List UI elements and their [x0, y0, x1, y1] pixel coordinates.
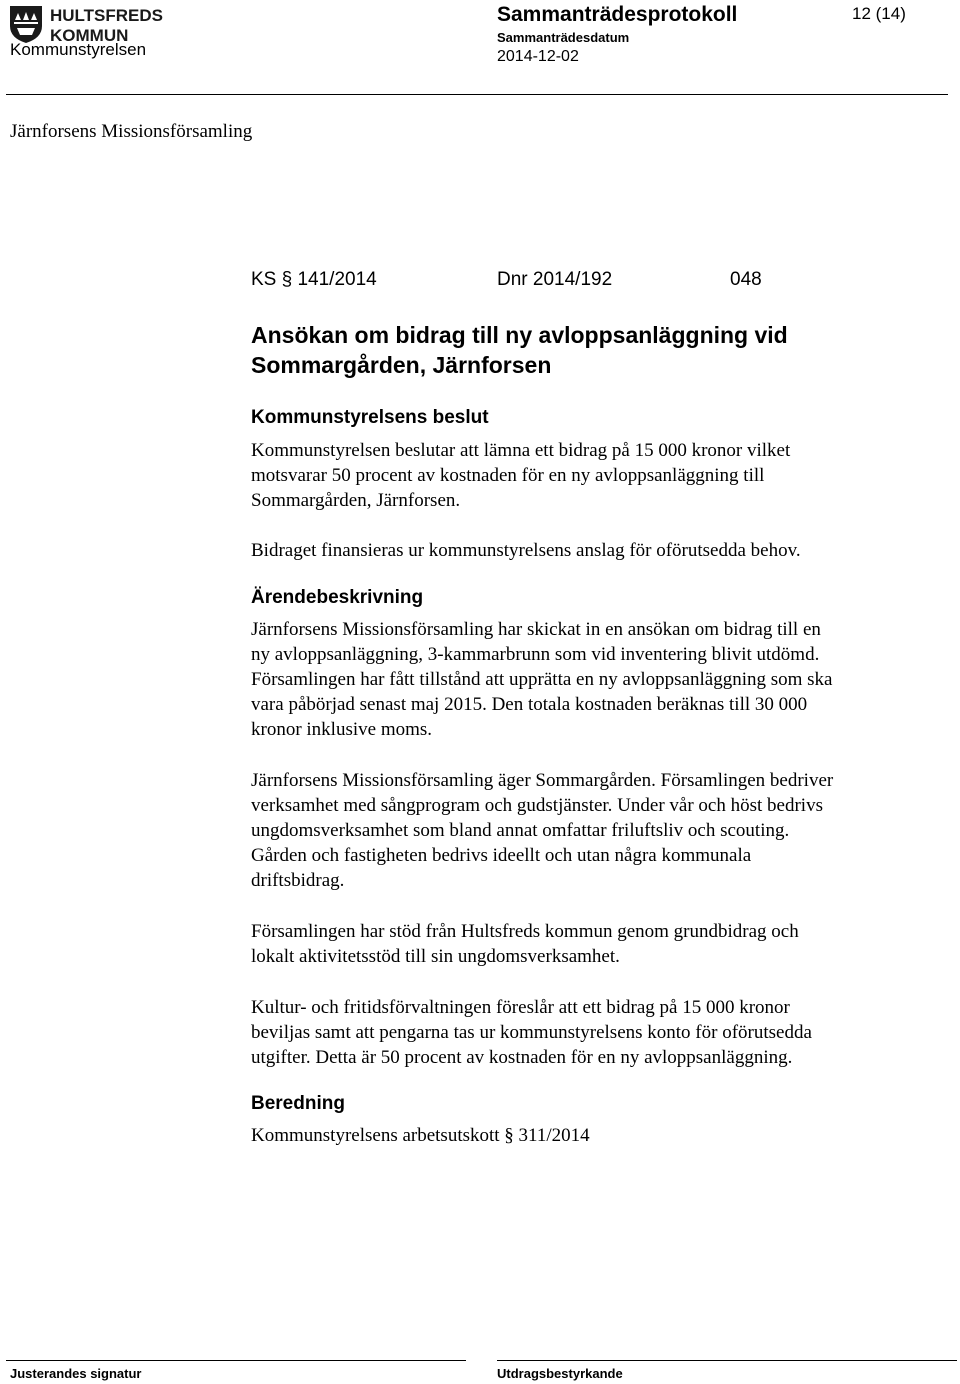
description-line: ny avloppsanläggning, 3-kammarbrunn som vid inventering blivit utdömd. — [251, 644, 820, 665]
municipality-logo — [8, 4, 183, 44]
description-line: Kultur- och fritidsförvaltningen föreslår att ett bidrag på 15 000 kronor — [251, 997, 790, 1018]
decision-text-line: Kommunstyrelsen beslutar att lämna ett bidrag på 15 000 kronor vilket — [251, 440, 791, 461]
page-number: 12 (14) — [852, 4, 906, 23]
description-line: driftsbidrag. — [251, 870, 345, 891]
decision-text-line: Sommargården, Järnforsen. — [251, 490, 461, 511]
logo-line-1: HULTSFREDS — [50, 6, 164, 25]
description-line: verksamhet med sångprogram och gudstjänster. Under vår och höst bedrivs — [251, 795, 823, 816]
decision-text-line: motsvarar 50 procent av kostnaden för en ny avloppsanläggning till — [251, 465, 765, 486]
decision-heading: Kommunstyrelsens beslut — [251, 407, 489, 428]
preparation-reference: Kommunstyrelsens arbetsutskott § 311/2014 — [251, 1125, 590, 1146]
description-line: vara påbörjad senast maj 2015. Den totala kostnaden beräknas till 30 000 — [251, 694, 808, 715]
description-line: kronor inklusive moms. — [251, 719, 433, 740]
description-line: ungdomsverksamhet som bland annat omfattar friluftsliv och scouting. — [251, 820, 790, 841]
section-title: Järnforsens Missionsförsamling — [10, 121, 253, 142]
description-line: beviljas samt att pengarna tas ur kommunstyrelsens konto för oförutsedda — [251, 1022, 812, 1043]
footer-divider-right — [497, 1360, 957, 1361]
footer-signature-label: Justerandes signatur — [10, 1366, 142, 1381]
meeting-date-value: 2014-12-02 — [497, 48, 579, 65]
logo-line-2: KOMMUN — [50, 26, 129, 44]
organization-name: Kommunstyrelsen — [10, 40, 147, 59]
description-line: utgifter. Detta är 50 procent av kostnaden för en ny avloppsanläggning. — [251, 1047, 793, 1068]
preparation-heading: Beredning — [251, 1093, 345, 1114]
footer-divider-left — [6, 1360, 466, 1361]
meeting-date-label: Sammanträdesdatum — [497, 30, 630, 45]
description-line: lokalt aktivitetsstöd till sin ungdomsverksamhet. — [251, 946, 620, 967]
case-ks-number: KS § 141/2014 — [251, 269, 377, 290]
description-line: Gården och fastigheten bedrivs ideellt och utan några kommunala — [251, 845, 752, 866]
description-line: Järnforsens Missionsförsamling äger Sommargården. Församlingen bedriver — [251, 770, 834, 791]
case-title-line: Sommargården, Järnforsen — [251, 352, 552, 378]
footer-certification-label: Utdragsbestyrkande — [497, 1366, 623, 1381]
document-title: Sammanträdesprotokoll — [497, 3, 738, 26]
description-line: Församlingen har stöd från Hultsfreds kommun genom grundbidrag och — [251, 921, 799, 942]
crest-icon — [10, 6, 42, 43]
description-line: Församlingen har fått tillstånd att upprätta en ny avloppsanläggning som ska — [251, 669, 833, 690]
case-title-line: Ansökan om bidrag till ny avloppsanläggning vid — [251, 322, 788, 348]
case-code: 048 — [730, 269, 762, 290]
header-divider — [6, 94, 948, 95]
description-line: Järnforsens Missionsförsamling har skickat in en ansökan om bidrag till en — [251, 619, 821, 640]
decision-funding-line: Bidraget finansieras ur kommunstyrelsens anslag för oförutsedda behov. — [251, 540, 801, 561]
case-dnr-number: Dnr 2014/192 — [497, 269, 613, 290]
case-description-heading: Ärendebeskrivning — [251, 587, 424, 608]
